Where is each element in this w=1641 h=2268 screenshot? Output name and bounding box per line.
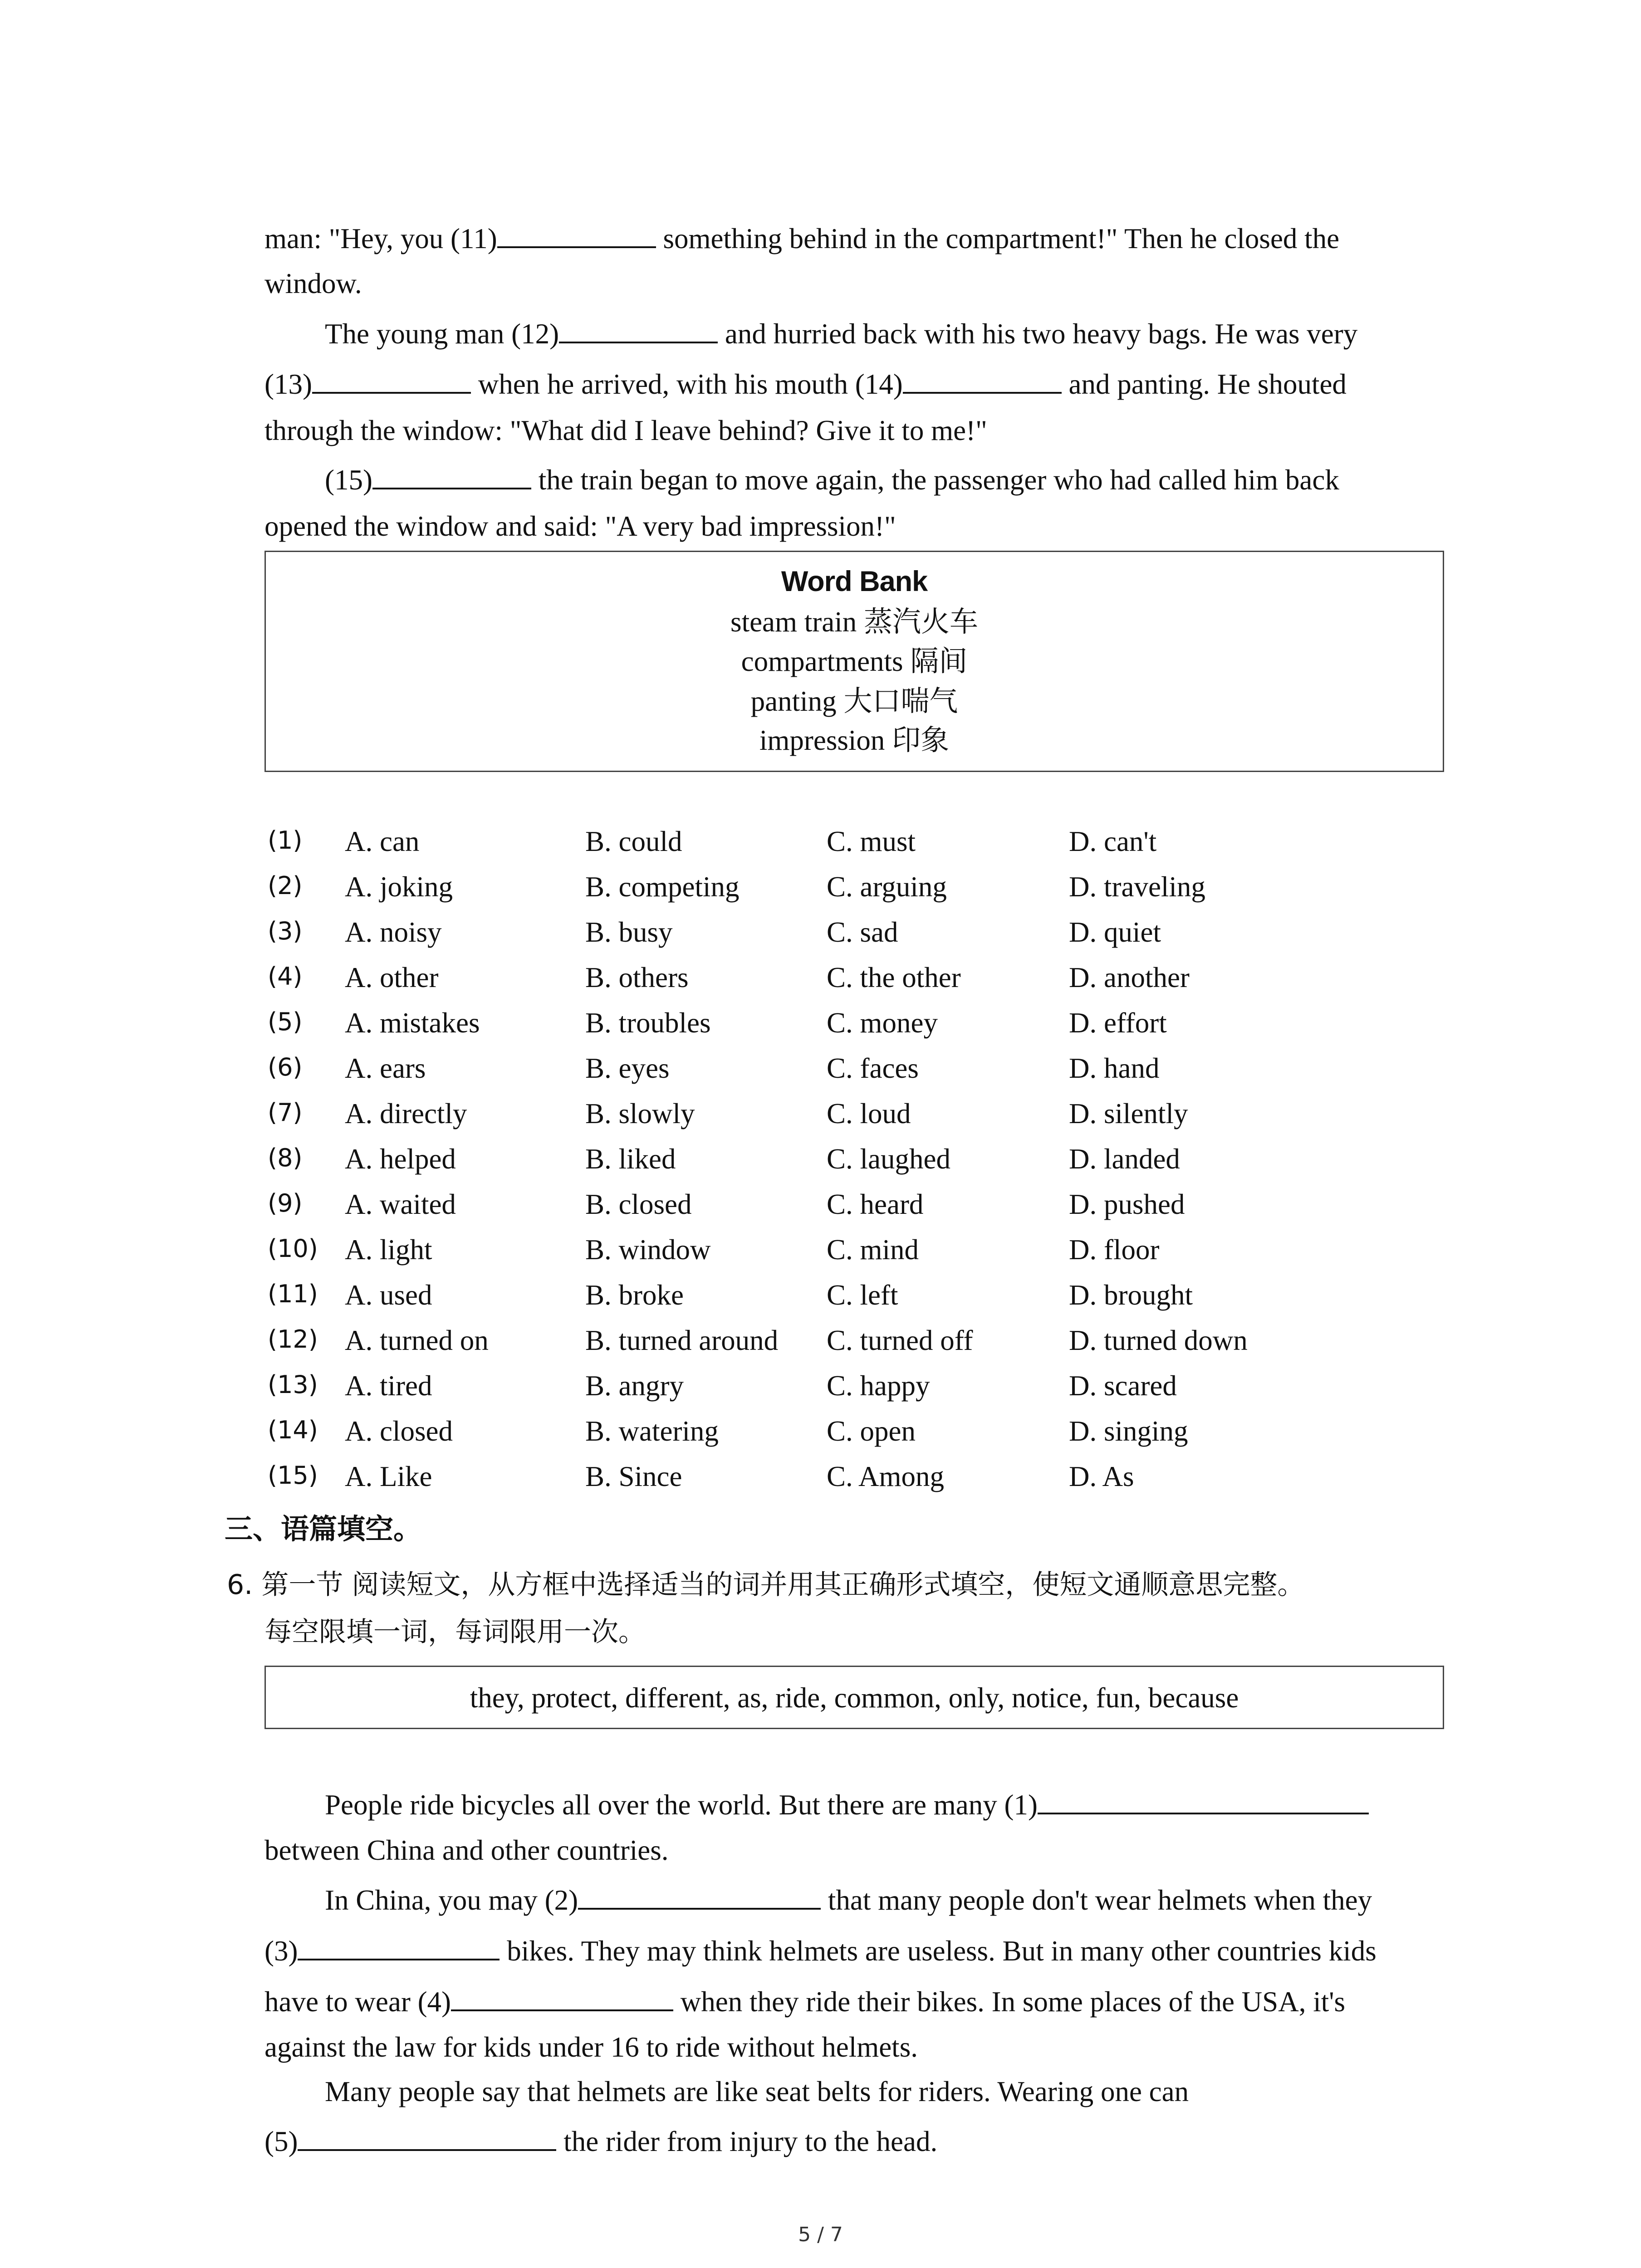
option-c[interactable]: C. heard: [827, 1188, 924, 1220]
option-c[interactable]: C. left: [827, 1279, 898, 1311]
option-d[interactable]: D. scared: [1069, 1370, 1177, 1402]
option-c[interactable]: C. mind: [827, 1234, 919, 1266]
option-d[interactable]: D. traveling: [1069, 871, 1205, 903]
option-b[interactable]: B. closed: [585, 1188, 692, 1220]
passage-line: opened the window and said: "A very bad impression!": [265, 510, 896, 542]
option-c[interactable]: C. laughed: [827, 1143, 950, 1175]
option-c[interactable]: C. Among: [827, 1461, 945, 1492]
passage-text: have to wear (4): [265, 1986, 451, 2018]
option-c[interactable]: C. arguing: [827, 871, 947, 903]
question-number: (5): [268, 1007, 303, 1036]
option-c[interactable]: C. sad: [827, 916, 898, 948]
option-c[interactable]: C. turned off: [827, 1325, 973, 1356]
option-b[interactable]: B. Since: [585, 1461, 682, 1492]
option-a[interactable]: A. used: [345, 1279, 432, 1311]
word-bank-title: Word Bank: [781, 566, 928, 597]
passage-line: against the law for kids under 16 to ride without helmets.: [265, 2031, 918, 2063]
answer-blank-12[interactable]: [559, 319, 718, 343]
option-b[interactable]: B. others: [585, 962, 689, 993]
passage-text: (13): [265, 368, 312, 400]
option-b[interactable]: B. liked: [585, 1143, 676, 1175]
passage-line: [265, 369, 1347, 399]
passage-line: [325, 319, 1357, 348]
question-instruction: 6. 第一节 阅读短文，从方框中选择适当的词并用其正确形式填空，使短文通顺意思完整。: [227, 1569, 1305, 1601]
fill-blank-1[interactable]: [1038, 1790, 1369, 1814]
section-heading: 三、语篇填空。: [225, 1512, 422, 1545]
option-d[interactable]: D. can't: [1069, 826, 1157, 857]
option-b[interactable]: B. busy: [585, 916, 673, 948]
passage-text: (5): [265, 2126, 298, 2157]
page-number: 5 / 7: [798, 2223, 843, 2246]
passage-text: the train began to move again, the passenger who had called him back: [531, 464, 1339, 496]
option-b[interactable]: B. watering: [585, 1415, 719, 1447]
option-b[interactable]: B. competing: [585, 871, 740, 903]
passage-line: [265, 2126, 937, 2156]
answer-blank-15[interactable]: [372, 465, 531, 489]
passage-text: People ride bicycles all over the world. But there are many (1): [325, 1789, 1038, 1821]
option-c[interactable]: C. open: [827, 1415, 916, 1447]
option-d[interactable]: D. pushed: [1069, 1188, 1185, 1220]
option-a[interactable]: A. tired: [345, 1370, 432, 1402]
answer-blank-11[interactable]: [497, 224, 656, 248]
passage-text: the rider from injury to the head.: [556, 2126, 938, 2157]
option-d[interactable]: D. turned down: [1069, 1325, 1248, 1356]
option-d[interactable]: D. brought: [1069, 1279, 1193, 1311]
passage-line: through the window: "What did I leave behind? Give it to me!": [265, 415, 987, 446]
fill-blank-3[interactable]: [298, 1936, 500, 1960]
option-a[interactable]: A. ears: [345, 1052, 426, 1084]
fill-blank-5[interactable]: [298, 2126, 556, 2151]
question-number: (11): [268, 1280, 318, 1308]
fill-blank-2[interactable]: [578, 1885, 821, 1910]
option-b[interactable]: B. could: [585, 826, 682, 857]
option-d[interactable]: D. silently: [1069, 1098, 1188, 1129]
option-a[interactable]: A. closed: [345, 1415, 453, 1447]
passage-text: The young man (12): [325, 318, 559, 350]
question-number: (2): [268, 871, 303, 900]
passage-line: [325, 1790, 1369, 1819]
option-c[interactable]: C. happy: [827, 1370, 930, 1402]
passage-line: Many people say that helmets are like seat belts for riders. Wearing one can: [325, 2076, 1189, 2107]
question-instruction: 每空限填一词，每词限用一次。: [265, 1616, 646, 1648]
option-b[interactable]: B. turned around: [585, 1325, 779, 1356]
option-a[interactable]: A. helped: [345, 1143, 456, 1175]
passage-text: that many people don't wear helmets when they: [821, 1884, 1372, 1916]
option-b[interactable]: B. troubles: [585, 1007, 711, 1039]
option-d[interactable]: D. As: [1069, 1461, 1134, 1492]
question-number: (9): [268, 1189, 303, 1217]
option-a[interactable]: A. other: [345, 962, 439, 993]
option-c[interactable]: C. money: [827, 1007, 938, 1039]
passage-text: (15): [325, 464, 372, 496]
question-number: (10): [268, 1234, 318, 1263]
option-a[interactable]: A. light: [345, 1234, 432, 1266]
fill-blank-4[interactable]: [451, 1987, 673, 2011]
question-number: (14): [268, 1416, 318, 1444]
question-number: (4): [268, 962, 303, 991]
option-a[interactable]: A. directly: [345, 1098, 467, 1129]
word-choices: they, protect, different, as, ride, common, only, notice, fun, because: [470, 1682, 1239, 1714]
question-number: (8): [268, 1144, 303, 1172]
word-bank-item: impression 印象: [759, 724, 950, 756]
option-d[interactable]: D. quiet: [1069, 916, 1161, 948]
passage-text: In China, you may (2): [325, 1884, 578, 1916]
passage-line: [325, 465, 1339, 494]
passage-line: window.: [265, 268, 362, 299]
word-bank-item: steam train 蒸汽火车: [730, 606, 978, 638]
word-bank-item: compartments 隔间: [741, 645, 968, 677]
option-a[interactable]: A. mistakes: [345, 1007, 480, 1039]
option-b[interactable]: B. window: [585, 1234, 711, 1266]
passage-text: and hurried back with his two heavy bags. He was very: [718, 318, 1358, 350]
passage-text: when he arrived, with his mouth (14): [470, 368, 903, 400]
passage-line: [265, 1936, 1376, 1965]
option-b[interactable]: B. angry: [585, 1370, 684, 1402]
question-number: (13): [268, 1370, 318, 1399]
option-d[interactable]: D. hand: [1069, 1052, 1160, 1084]
option-c[interactable]: C. loud: [827, 1098, 911, 1129]
passage-text: (3): [265, 1935, 298, 1967]
passage-text: when they ride their bikes. In some places of the USA, it's: [673, 1986, 1346, 2018]
option-d[interactable]: D. another: [1069, 962, 1190, 993]
option-d[interactable]: D. effort: [1069, 1007, 1167, 1039]
passage-text: and panting. He shouted: [1061, 368, 1347, 400]
passage-line: [325, 1885, 1372, 1915]
option-c[interactable]: C. must: [827, 826, 916, 857]
option-d[interactable]: D. floor: [1069, 1234, 1160, 1266]
option-b[interactable]: B. broke: [585, 1279, 684, 1311]
option-a[interactable]: A. waited: [345, 1188, 456, 1220]
option-d[interactable]: D. landed: [1069, 1143, 1180, 1175]
option-d[interactable]: D. singing: [1069, 1415, 1188, 1447]
question-number: (6): [268, 1053, 303, 1081]
option-b[interactable]: B. slowly: [585, 1098, 695, 1129]
question-number: (7): [268, 1098, 303, 1127]
option-a[interactable]: A. can: [345, 826, 420, 857]
option-a[interactable]: A. noisy: [345, 916, 442, 948]
word-bank-box: [265, 551, 1444, 772]
option-b[interactable]: B. eyes: [585, 1052, 670, 1084]
passage-line: [265, 1987, 1345, 2016]
word-bank-item: panting 大口喘气: [750, 685, 958, 717]
option-a[interactable]: A. Like: [345, 1461, 432, 1492]
option-c[interactable]: C. faces: [827, 1052, 919, 1084]
option-a[interactable]: A. turned on: [345, 1325, 489, 1356]
option-c[interactable]: C. the other: [827, 962, 961, 993]
passage-text: man: "Hey, you (11): [265, 223, 497, 254]
question-number: (15): [268, 1461, 318, 1490]
passage-line: [265, 224, 1339, 253]
option-a[interactable]: A. joking: [345, 871, 453, 903]
question-number: (3): [268, 917, 303, 945]
answer-blank-14[interactable]: [903, 369, 1062, 394]
passage-line: between China and other countries.: [265, 1834, 669, 1866]
question-number: (12): [268, 1325, 318, 1354]
passage-text: something behind in the compartment!" Then he closed the: [656, 223, 1340, 254]
word-choices-box: [265, 1666, 1444, 1729]
passage-text: bikes. They may think helmets are useless. But in many other countries kids: [500, 1935, 1376, 1967]
question-number: (1): [268, 826, 303, 855]
answer-blank-13[interactable]: [312, 369, 471, 394]
